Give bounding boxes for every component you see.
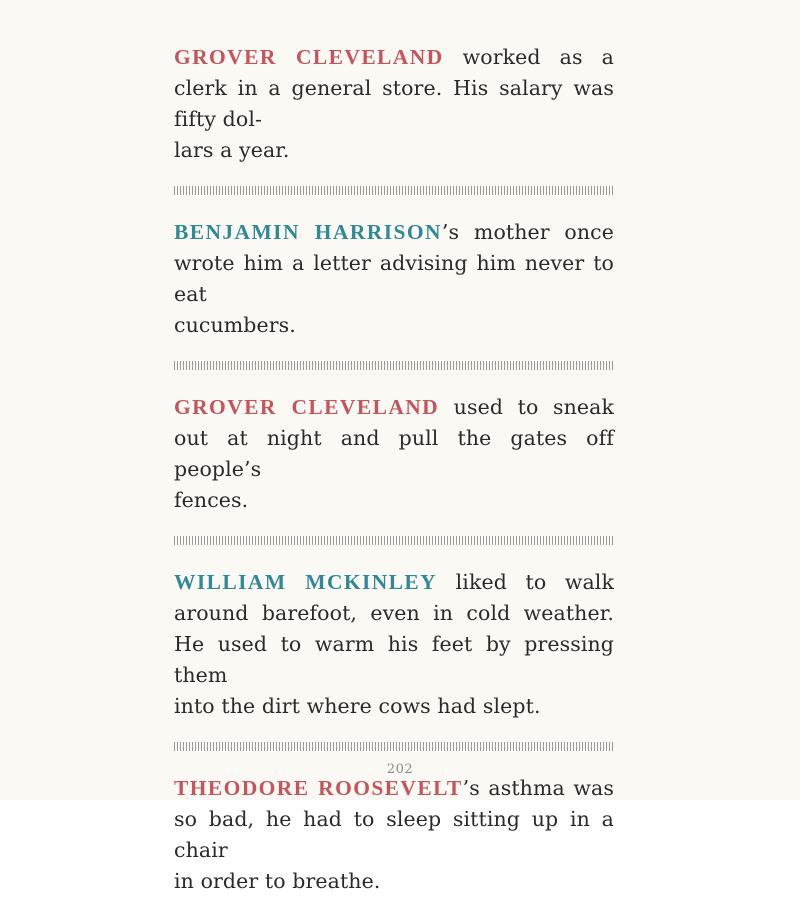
president-name: GROVER CLEVELAND xyxy=(174,45,444,69)
fact-text-end: into the dirt where cows had slept. xyxy=(174,694,541,718)
divider-rule xyxy=(174,361,614,370)
fact-text: ’s mother once wrote him a letter advising him never to eat xyxy=(174,220,614,306)
president-name: GROVER CLEVELAND xyxy=(174,395,440,419)
fact-text-end: lars a year. xyxy=(174,138,290,162)
fact-text: liked to walk around barefoot, even in cold weather. He used to warm his feet by pressing them xyxy=(174,570,614,687)
president-name: WILLIAM MCKINLEY xyxy=(174,570,438,594)
fact-text: used to sneak out at night and pull the gates off people’s xyxy=(174,395,614,481)
divider-rule xyxy=(174,186,614,195)
fact-paragraph xyxy=(174,392,614,516)
fact-paragraph xyxy=(174,42,614,166)
president-name: THEODORE ROOSEVELT xyxy=(174,776,463,800)
fact-text: ’s asthma was so bad, he had to sleep sitting up in a chair xyxy=(174,776,614,862)
fact-paragraph xyxy=(174,773,614,897)
fact-text: worked as a clerk in a general store. His salary was fifty dol- xyxy=(174,45,614,131)
divider-rule xyxy=(174,742,614,751)
fact-text-end: in order to breathe. xyxy=(174,869,381,893)
fact-text-end: cucumbers. xyxy=(174,313,296,337)
fact-paragraph xyxy=(174,567,614,722)
divider-rule xyxy=(174,536,614,545)
fact-text-end: fences. xyxy=(174,488,249,512)
president-name: BENJAMIN HARRISON xyxy=(174,220,442,244)
page-number: 202 xyxy=(386,762,414,777)
fact-paragraph xyxy=(174,217,614,341)
